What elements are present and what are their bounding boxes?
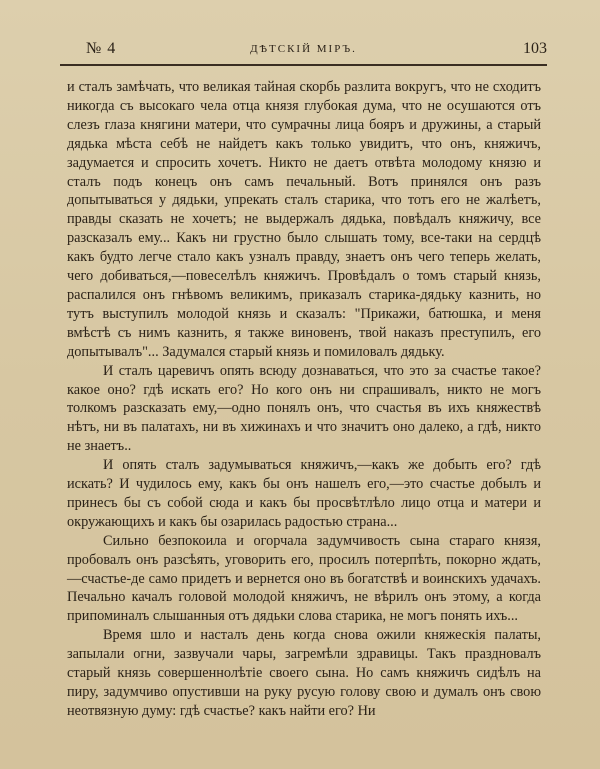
running-header bbox=[60, 36, 547, 62]
paragraph-1: и сталъ замѣчать, что великая тайная скорбь разлита вокругъ, что не сходитъ никогда съ высокаго чела отца князя глубокая дума, что не осушаются отъ слезъ глаза княгини матери, что сумрачны лица бояръ и дружины, а старый дядька мѣста себѣ не найдетъ какъ только увидитъ, что онъ, княжичъ, задумается и спросить хочетъ. Никто не даетъ отвѣта молодому князю и сталъ подъ конецъ онъ самъ печальный. Вотъ принялся онъ разъ допытываться у дядьки, упрекать сталъ старика, что тотъ его не жалѣетъ, правды сказать не хочетъ; не выдержалъ дядька, повѣдалъ княжичу, все разсказалъ ему... Какъ ни грустно было слышать тому, все-таки на сердцѣ какъ будто легче стало какъ узналъ правду, знаетъ онъ чего теперь желать, чего добиваться,—повеселѣлъ княжичъ. Провѣдалъ о томъ старый князь, распалился онъ гнѣвомъ великимъ, приказалъ старика-дядьку казнить, но тутъ выступилъ молодой князь и сказалъ: "Прикажи, батюшка, и меня вмѣстѣ съ нимъ казнить, я также виновенъ, твой наказъ преступилъ, его допытывалъ"... Задумался старый князь и помиловалъ дядьку. bbox=[67, 79, 541, 360]
paragraph-5: Время шло и насталъ день когда снова ожили княжескія палаты, запылали огни, зазвучали чары, загремѣли здравицы. Такъ праздновалъ старый князь совершеннолѣтіе своего сына. Но самъ княжичъ сидѣлъ на пиру, задумчиво опустивши на руку русую голову свою и думалъ онъ свою неотвязную думу: гдѣ счастье? какъ найти его? Ни bbox=[67, 627, 541, 719]
paragraph-2: И сталъ царевичъ опять всюду дознаваться, что это за счастье такое? какое оно? гдѣ искать его? Но кого онъ ни спрашивалъ, никто не могъ толкомъ разсказать ему,—одно понялъ онъ, что счастья въ ихъ княжествѣ нѣтъ, ни въ палатахъ, ни въ хижинахъ и что значитъ оно далеко, а гдѣ, никто не знаетъ.. bbox=[67, 362, 541, 455]
paragraph-3: И опять сталъ задумываться княжичъ,—какъ же добыть его? гдѣ искать? И чудилось ему, какъ бы онъ нашелъ его,—это счастье добылъ и принесъ бы съ собой сюда и какъ бы просвѣтлѣло лицо отца и матери и окружающихъ и какъ бы озарилась радостью страна... bbox=[67, 457, 541, 530]
paragraph-4: Сильно безпокоила и огорчала задумчивость сына стараго князя, пробовалъ онъ разсѣять, уговорить его, просилъ потерпѣть, покорно ждать,—счастье-де само придетъ и вернется оно въ богатствѣ и воинскихъ удачахъ. Печально качалъ головой молодой княжичъ, не вѣрилъ онъ этому, а когда припоминалъ слышанныя отъ дядьки слова старика, не могъ понять ихъ... bbox=[67, 532, 541, 625]
header-rule bbox=[60, 64, 547, 66]
body-text bbox=[67, 78, 541, 721]
journal-title: ДѢТСКІЙ МІРЪ. bbox=[250, 43, 357, 55]
page-number: 103 bbox=[523, 40, 547, 57]
issue-number: № 4 bbox=[86, 40, 117, 57]
